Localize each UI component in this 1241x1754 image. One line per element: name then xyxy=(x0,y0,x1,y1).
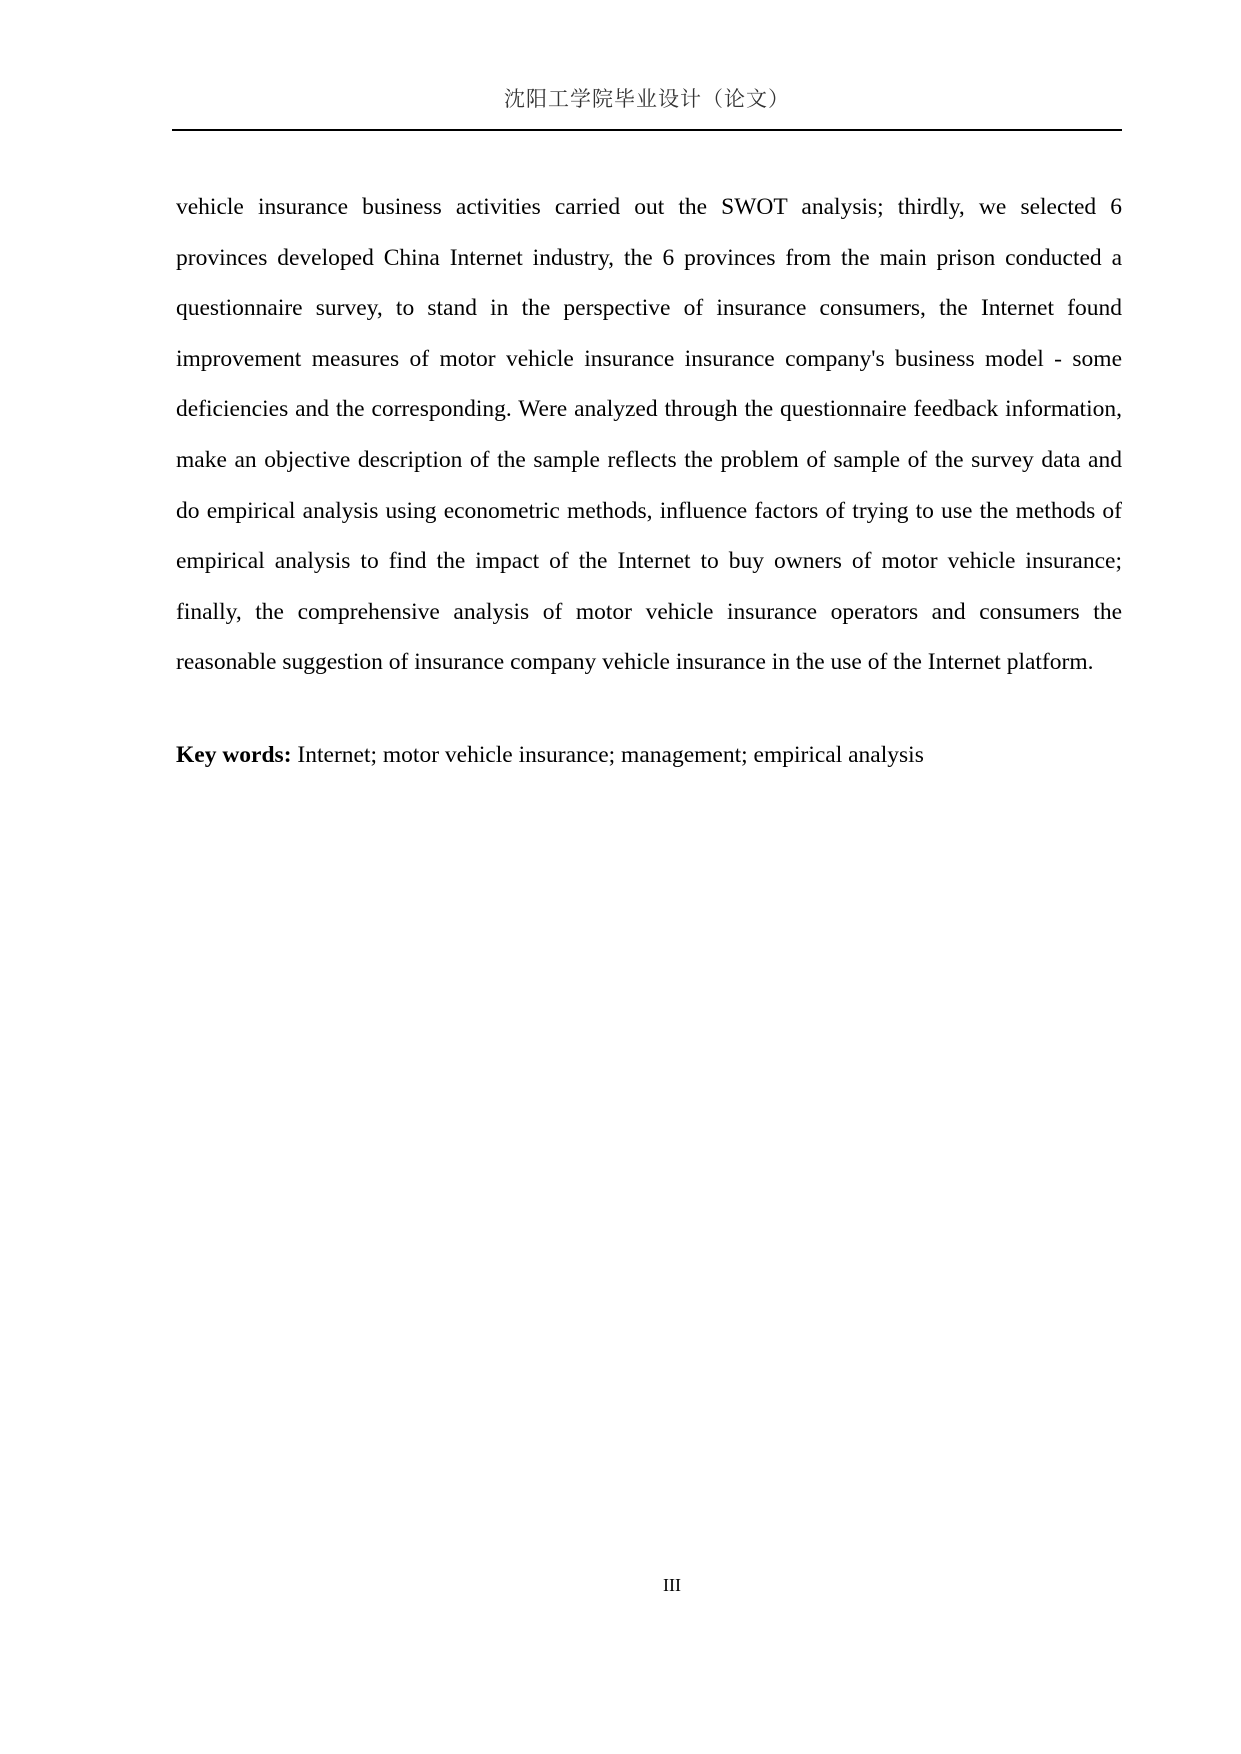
header-rule xyxy=(172,129,1122,131)
abstract-line: questionnaire survey, to stand in the perspective of insurance consumers, the Internet found xyxy=(176,295,1122,322)
abstract-line: deficiencies and the corresponding. Were analyzed through the questionnaire feedback information, xyxy=(176,396,1122,423)
abstract-line: finally, the comprehensive analysis of motor vehicle insurance operators and consumers the xyxy=(176,598,1122,625)
abstract-line: empirical analysis to find the impact of the Internet to buy owners of motor vehicle insurance; xyxy=(176,548,1122,575)
page-number: III xyxy=(663,1575,681,1595)
keywords-paragraph xyxy=(176,737,1122,773)
page-header-title: 沈阳工学院毕业设计（论文） xyxy=(504,87,790,111)
keywords-text: Internet; motor vehicle insurance; management; empirical analysis xyxy=(291,742,924,768)
abstract-line: make an objective description of the sample reflects the problem of sample of the survey data and xyxy=(176,446,1122,473)
abstract-line: vehicle insurance business activities carried out the SWOT analysis; thirdly, we selected 6 xyxy=(176,194,1122,220)
abstract-line: provinces developed China Internet industry, the 6 provinces from the main prison conducted a xyxy=(176,244,1122,271)
abstract-line: improvement measures of motor vehicle insurance insurance company's business model - some xyxy=(176,345,1122,372)
abstract-line: do empirical analysis using econometric methods, influence factors of trying to use the methods of xyxy=(176,497,1122,524)
keywords-label: Key words: xyxy=(176,742,292,768)
abstract-line: reasonable suggestion of insurance company vehicle insurance in the use of the Internet platform. xyxy=(176,649,1094,676)
abstract-body xyxy=(176,182,1122,688)
